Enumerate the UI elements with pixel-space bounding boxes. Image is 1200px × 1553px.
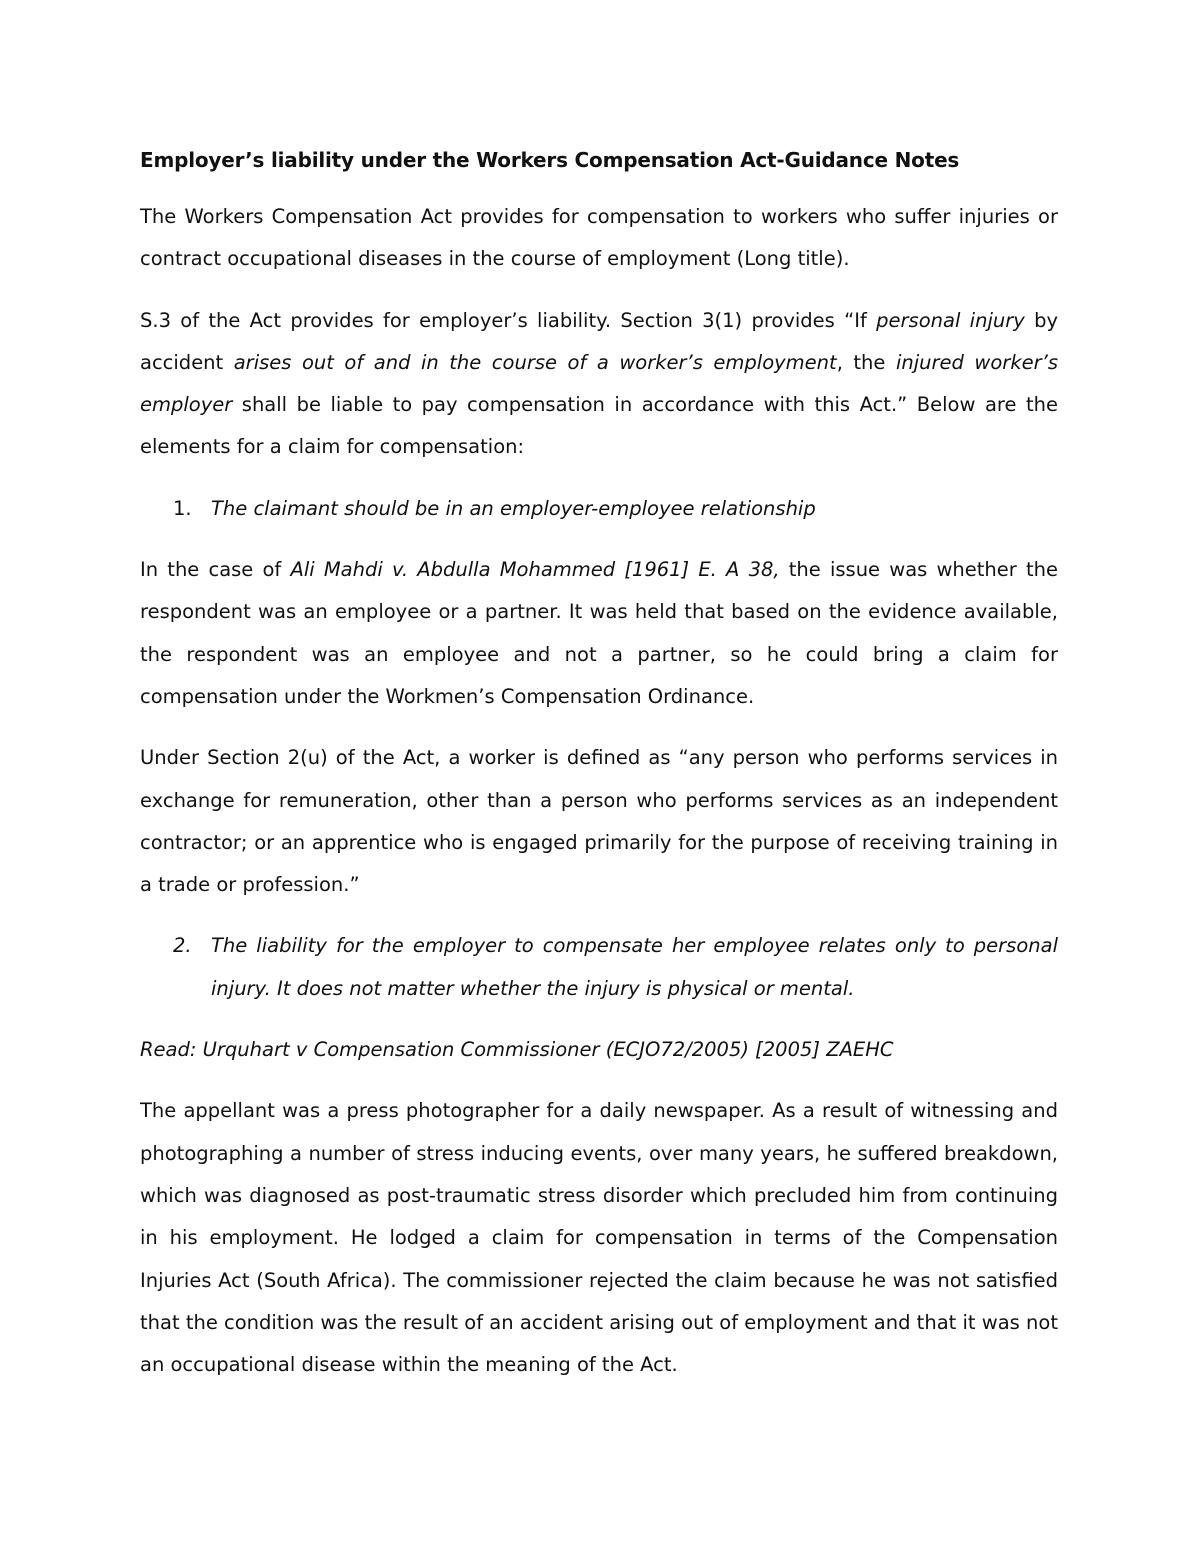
case-ali-mahdi-paragraph — [140, 549, 1058, 718]
s3-italic-injured-worker: injured worker’s employer — [140, 350, 1058, 417]
read-reference: Read: Urquhart v Compensation Commissioner (ECJO72/2005) [2005] ZAEHC — [140, 1038, 894, 1062]
case1-text-1: In the case of — [140, 558, 291, 582]
s3-text-3: , the — [836, 350, 896, 374]
document-page — [140, 140, 1058, 1405]
s3-text-1: S.3 of the Act provides for employer’s liability. Section 3(1) provides “If — [140, 308, 877, 332]
list-number-1: 1. — [173, 496, 192, 520]
case1-citation: Ali Mahdi v. Abdulla Mohammed [1961] E. A 38, — [290, 558, 780, 582]
appellant-paragraph: The appellant was a press photographer for a daily newspaper. As a result of witnessing and photographing a number of stress inducing events, over many years, he suffered breakdown, which was diagnosed as post-traumatic stress disorder which precluded him from continuing in his employment. He lodged a claim for compensation in terms of the Compensation Injuries Act (South Africa). The commissioner rejected the claim because he was not satisfied that the condition was the result of an accident arising out of employment and that it was not an occupational disease within the meaning of the Act. — [140, 1099, 1058, 1377]
list-text-1: The claimant should be in an employer-employee relationship — [211, 496, 816, 520]
list-text-2: The liability for the employer to compensate her employee relates only to personal injury. It does not matter whether the injury is physical or mental. — [211, 934, 1058, 1000]
s3-italic-personal-injury: personal injury — [876, 308, 1025, 332]
document-title: Employer’s liability under the Workers Compensation Act-Guidance Notes — [140, 148, 960, 172]
section-2u-paragraph: Under Section 2(u) of the Act, a worker is defined as “any person who performs services in exchange for remuneration, other than a person who performs services as an independent contractor; or an apprentice who is engaged primarily for the purpose of receiving training in a trade or profession.” — [140, 746, 1058, 897]
case1-text-2: the issue was whether the respondent was an employee or a partner. It was held that based on the evidence available, the respondent was an employee and not a partner, so he could bring a claim for compensation under the Workmen’s Compensation Ordinance. — [140, 558, 1058, 708]
list-item-1 — [140, 488, 1058, 530]
s3-text-4: shall be liable to pay compensation in accordance with this Act.” Below are the elements for a claim for compensation: — [140, 393, 1058, 459]
intro-paragraph: The Workers Compensation Act provides for compensation to workers who suffer injuries or contract occupational diseases in the course of employment (Long title). — [140, 205, 1058, 271]
list-number-2: 2. — [173, 934, 192, 958]
list-item-2 — [140, 925, 1058, 1010]
s3-italic-arises-out-of: arises out of and in the course of a worker’s employment — [233, 350, 837, 374]
section-3-paragraph — [140, 300, 1058, 469]
s3-text-2: by accident — [140, 308, 1058, 374]
